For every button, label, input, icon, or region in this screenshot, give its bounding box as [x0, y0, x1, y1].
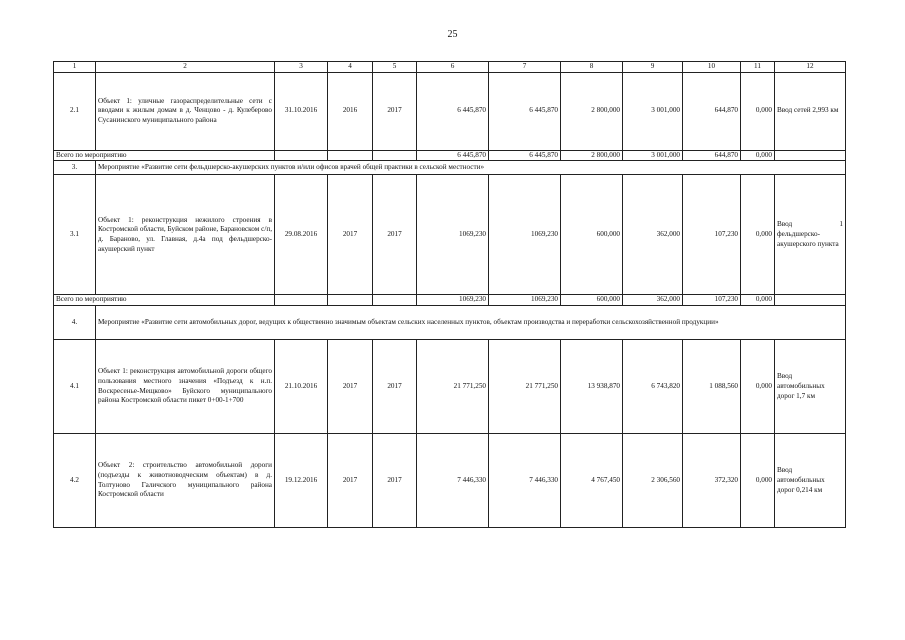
total-amount: 0,000 [741, 295, 775, 306]
column-number-row [54, 62, 846, 73]
amount-cell: 0,000 [741, 175, 775, 295]
object-description [96, 434, 275, 528]
total-label: Всего по мероприятию [54, 295, 275, 306]
amount-cell: 2 306,560 [623, 434, 683, 528]
column-number: 1 [54, 62, 96, 73]
total-row [54, 295, 846, 306]
total-amount: 6 445,870 [417, 150, 489, 161]
column-number: 2 [96, 62, 275, 73]
total-amount: 1069,230 [417, 295, 489, 306]
total-amount: 2 800,000 [561, 150, 623, 161]
start-year: 2016 [328, 72, 373, 150]
object-description [96, 72, 275, 150]
column-number: 9 [623, 62, 683, 73]
object-text: Объект 2: строительство автомобильной дороги (подъезды к животноводческим объектам) в д. Толтуново Галичского муниципального района Костромской области [98, 461, 272, 499]
column-number: 3 [275, 62, 328, 73]
object-description [96, 340, 275, 434]
expected-result [775, 72, 846, 150]
column-number: 4 [328, 62, 373, 73]
amount-cell: 0,000 [741, 340, 775, 434]
program-objects-table [53, 61, 846, 528]
total-amount: 362,000 [623, 295, 683, 306]
section-number: 4. [54, 306, 96, 340]
page-number: 25 [447, 29, 458, 40]
object-description [96, 175, 275, 295]
object-row [54, 434, 846, 528]
result-line: автомобильных [777, 381, 825, 390]
column-number: 6 [417, 62, 489, 73]
document-date: 19.12.2016 [275, 434, 328, 528]
amount-cell: 2 800,000 [561, 72, 623, 150]
amount-cell: 6 445,870 [489, 72, 561, 150]
total-amount: 107,230 [683, 295, 741, 306]
amount-cell: 600,000 [561, 175, 623, 295]
column-number: 8 [561, 62, 623, 73]
amount-cell: 107,230 [683, 175, 741, 295]
row-number: 2.1 [54, 72, 96, 150]
column-number: 11 [741, 62, 775, 73]
amount-cell: 6 445,870 [417, 72, 489, 150]
result-line: Ввод 1 [777, 220, 843, 229]
expected-result [775, 175, 846, 295]
total-amount: 600,000 [561, 295, 623, 306]
row-number: 4.2 [54, 434, 96, 528]
object-row [54, 340, 846, 434]
result-line: дорог 1,7 км [777, 391, 816, 400]
result-line: Ввод [777, 466, 793, 475]
document-date: 29.08.2016 [275, 175, 328, 295]
total-amount: 644,870 [683, 150, 741, 161]
end-year: 2017 [373, 340, 417, 434]
amount-cell: 3 001,000 [623, 72, 683, 150]
amount-cell: 6 743,820 [623, 340, 683, 434]
end-year: 2017 [373, 175, 417, 295]
amount-cell: 1 088,560 [683, 340, 741, 434]
total-amount: 6 445,870 [489, 150, 561, 161]
object-row [54, 175, 846, 295]
start-year: 2017 [328, 434, 373, 528]
document-date: 31.10.2016 [275, 72, 328, 150]
expected-result [775, 434, 846, 528]
end-year: 2017 [373, 434, 417, 528]
result-line: акушерского пункта [777, 239, 839, 248]
section-row [54, 161, 846, 175]
result-line: автомобильных [777, 475, 825, 484]
total-amount: 1069,230 [489, 295, 561, 306]
object-text: Объект 1: реконструкция нежилого строения в Костромской области, Буйском районе, Барановском с/п, д. Бараново, ул. Главная, д.4а под фельдшерско-акушерский пункт [98, 215, 272, 253]
object-text: Объект 1: реконструкция автомобильной дороги общего пользования местного значения «Подъезд к н.п. Воскресенье-Мещково» Буйского муниципального района Костромской области пикет 0+00-1+700 [98, 367, 272, 405]
object-row [54, 72, 846, 150]
amount-cell: 1069,230 [489, 175, 561, 295]
result-line: дорог 0,214 км [777, 485, 823, 494]
column-number: 7 [489, 62, 561, 73]
section-title: Мероприятие «Развитие сети автомобильных дорог, ведущих к общественно значимым объектам сельских населенных пунктов, объектам производства и переработки сельскохозяйственной продукции» [96, 306, 846, 340]
result-line: фельдшерско- [777, 230, 820, 239]
column-number: 5 [373, 62, 417, 73]
amount-cell: 7 446,330 [417, 434, 489, 528]
column-number: 12 [775, 62, 846, 73]
total-label: Всего по мероприятию [54, 150, 275, 161]
start-year: 2017 [328, 340, 373, 434]
amount-cell: 4 767,450 [561, 434, 623, 528]
section-title: Мероприятие «Развитие сети фельдшерско-акушерских пунктов и/или офисов врачей общей практики в сельской местности» [96, 161, 846, 175]
section-number: 3. [54, 161, 96, 175]
column-number: 10 [683, 62, 741, 73]
object-text: Объект 1: уличные газораспределительные сети с вводами к жилым домам в д. Ченцово - д. Кулеберово Сусанинского муниципального района [98, 96, 272, 125]
amount-cell: 0,000 [741, 434, 775, 528]
amount-cell: 13 938,870 [561, 340, 623, 434]
total-amount: 0,000 [741, 150, 775, 161]
start-year: 2017 [328, 175, 373, 295]
amount-cell: 1069,230 [417, 175, 489, 295]
document-date: 21.10.2016 [275, 340, 328, 434]
amount-cell: 362,000 [623, 175, 683, 295]
end-year: 2017 [373, 72, 417, 150]
result-line: Ввод сетей 2,993 км [777, 106, 839, 115]
expected-result [775, 340, 846, 434]
section-row [54, 306, 846, 340]
amount-cell: 644,870 [683, 72, 741, 150]
amount-cell: 21 771,250 [489, 340, 561, 434]
amount-cell: 372,320 [683, 434, 741, 528]
total-row [54, 150, 846, 161]
amount-cell: 0,000 [741, 72, 775, 150]
row-number: 3.1 [54, 175, 96, 295]
amount-cell: 7 446,330 [489, 434, 561, 528]
total-amount: 3 001,000 [623, 150, 683, 161]
row-number: 4.1 [54, 340, 96, 434]
result-line: Ввод [777, 372, 793, 381]
amount-cell: 21 771,250 [417, 340, 489, 434]
